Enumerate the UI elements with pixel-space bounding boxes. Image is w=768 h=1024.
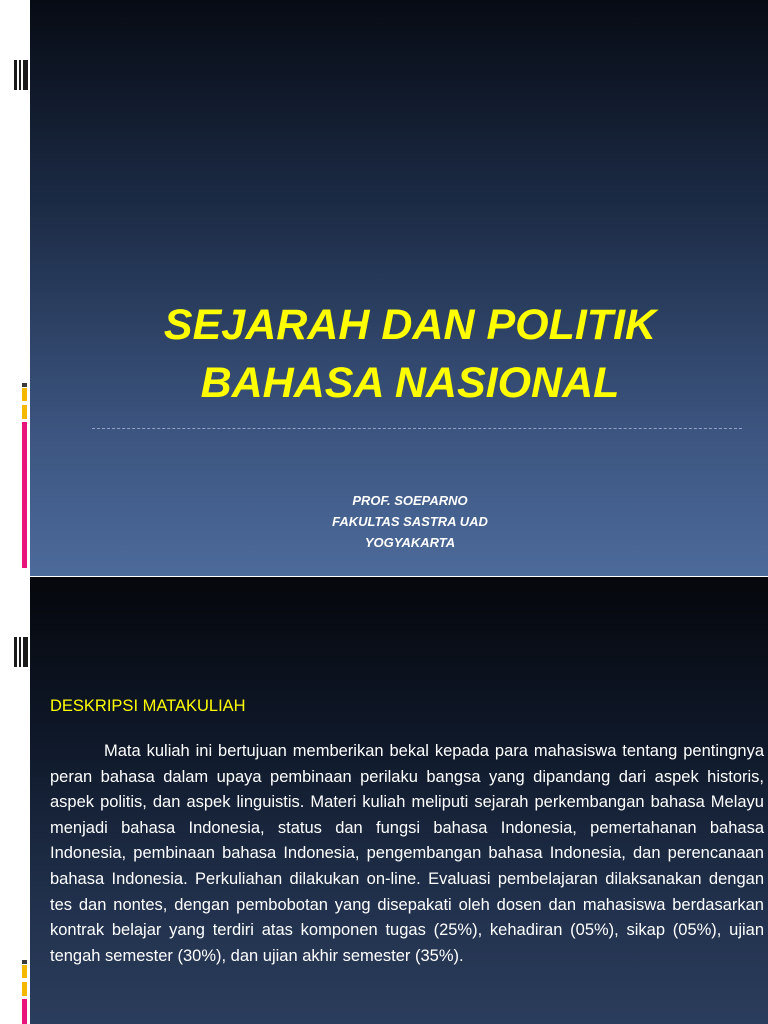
accent-gold-mark bbox=[22, 982, 27, 996]
faculty-name: FAKULTAS SASTRA UAD bbox=[332, 514, 488, 529]
accent-gold-mark bbox=[22, 405, 27, 419]
accent-dark-mark bbox=[22, 383, 27, 387]
description-slide bbox=[0, 577, 768, 1024]
city-name: YOGYAKARTA bbox=[364, 535, 456, 550]
course-description: Mata kuliah ini bertujuan memberikan bekal kepada para mahasiswa tentang pentingnya peran bahasa dalam upaya pembinaan perilaku bangsa yang dipandang dari aspek historis, aspek politis, dan aspek linguistis. Materi kuliah meliputi sejarah perkembangan bahasa Melayu menjadi bahasa Indonesia, status dan fungsi bahasa Indonesia, pemertahanan bahasa Indonesia, pembinaan bahasa Indonesia, pengembangan bahasa Indonesia, dan perencanaan bahasa Indonesia. Perkuliahan dilakukan on-line. Evaluasi pembelajaran dilaksanakan dengan tes dan nontes, dengan pembobotan yang disepakati oleh dosen dan mahasiswa berdasarkan kontrak belajar yang terdiri atas komponen tugas (25%), kehadiran (05%), sikap (05%), ujian tengah semester (30%), dan ujian akhir semester (35%). bbox=[50, 742, 764, 965]
accent-pink-bar bbox=[22, 422, 27, 568]
title-line-1: SEJARAH DAN POLITIK bbox=[163, 301, 657, 349]
accent-gold-mark bbox=[22, 965, 27, 978]
slide-subtitle bbox=[60, 490, 760, 553]
accent-pink-bar bbox=[22, 999, 27, 1024]
accent-gold-mark bbox=[22, 388, 27, 401]
title-line-2: BAHASA NASIONAL bbox=[200, 359, 620, 407]
slide-title bbox=[60, 296, 760, 412]
dashed-divider bbox=[92, 428, 742, 429]
accent-dark-mark bbox=[22, 960, 27, 964]
section-heading: DESKRIPSI MATAKULIAH bbox=[50, 697, 246, 715]
author-name: PROF. SOEPARNO bbox=[352, 493, 468, 508]
